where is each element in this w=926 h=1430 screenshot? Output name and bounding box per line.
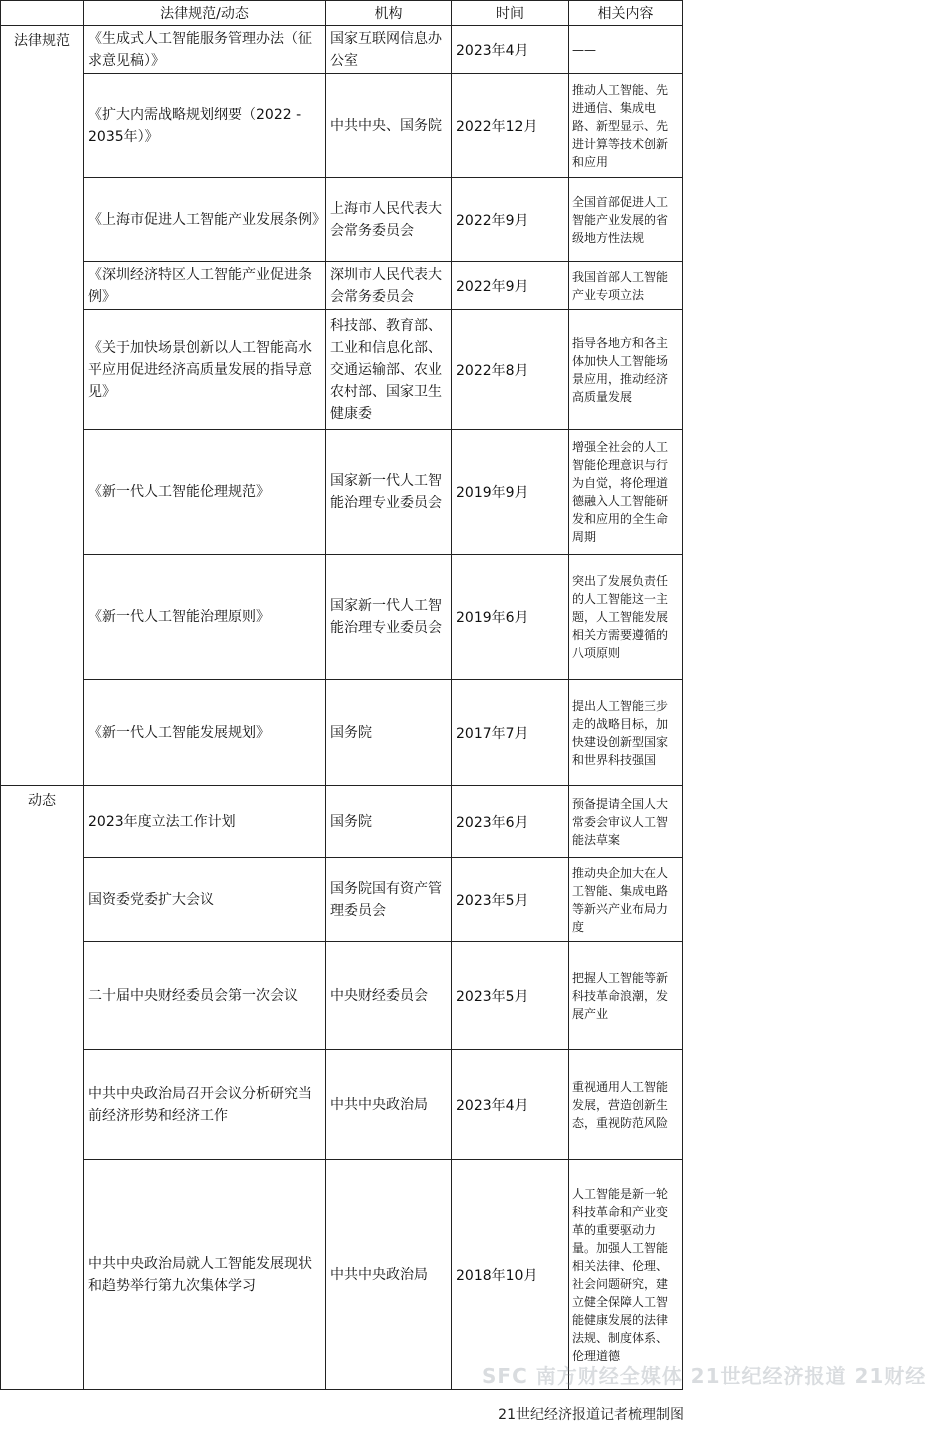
law-cell: 中共中央政治局就人工智能发展现状和趋势举行第九次集体学习 — [84, 1160, 326, 1390]
law-cell: 《新一代人工智能伦理规范》 — [84, 430, 326, 555]
law-cell: 《新一代人工智能治理原则》 — [84, 555, 326, 680]
watermark-text: SFC 南方财经全媒体 21世纪经济报道 21财经 — [482, 1364, 926, 1388]
org-cell: 国家互联网信息办公室 — [326, 26, 452, 74]
category-laws: 法律规范 — [1, 26, 84, 786]
time-cell: 2022年12月 — [452, 74, 569, 178]
law-cell: 《上海市促进人工智能产业发展条例》 — [84, 178, 326, 262]
law-cell: 《生成式人工智能服务管理办法（征求意见稿）》 — [84, 26, 326, 74]
time-cell: 2023年5月 — [452, 858, 569, 942]
table-row — [1, 680, 683, 786]
header-org: 机构 — [326, 1, 452, 26]
time-cell: 2018年10月 — [452, 1160, 569, 1390]
table-row — [1, 262, 683, 310]
org-cell: 国务院国有资产管理委员会 — [326, 858, 452, 942]
org-cell: 中共中央政治局 — [326, 1050, 452, 1160]
org-cell: 中央财经委员会 — [326, 942, 452, 1050]
org-cell: 国务院 — [326, 786, 452, 858]
content-cell: 把握人工智能等新科技革命浪潮，发展产业 — [569, 942, 683, 1050]
table-row — [1, 26, 683, 74]
content-cell: 提出人工智能三步走的战略目标，加快建设创新型国家和世界科技强国 — [569, 680, 683, 786]
image-credit: 21世纪经济报道记者梳理制图 — [498, 1407, 684, 1423]
law-cell: 2023年度立法工作计划 — [84, 786, 326, 858]
table-row — [1, 858, 683, 942]
table-row — [1, 942, 683, 1050]
time-cell: 2017年7月 — [452, 680, 569, 786]
watermark-logo — [482, 1360, 926, 1389]
table-row — [1, 178, 683, 262]
content-cell: —— — [569, 26, 683, 74]
org-cell: 国家新一代人工智能治理专业委员会 — [326, 430, 452, 555]
law-cell: 《关于加快场景创新以人工智能高水平应用促进经济高质量发展的指导意见》 — [84, 310, 326, 430]
category-dynamics: 动态 — [1, 786, 84, 1390]
time-cell: 2023年4月 — [452, 26, 569, 74]
time-cell: 2022年9月 — [452, 178, 569, 262]
content-cell: 增强全社会的人工智能伦理意识与行为自觉，将伦理道德融入人工智能研发和应用的全生命周期 — [569, 430, 683, 555]
content-cell: 推动人工智能、先进通信、集成电路、新型显示、先进计算等技术创新和应用 — [569, 74, 683, 178]
law-cell: 中共中央政治局召开会议分析研究当前经济形势和经济工作 — [84, 1050, 326, 1160]
table-row — [1, 555, 683, 680]
org-cell: 国家新一代人工智能治理专业委员会 — [326, 555, 452, 680]
time-cell: 2022年9月 — [452, 262, 569, 310]
law-cell: 《新一代人工智能发展规划》 — [84, 680, 326, 786]
time-cell: 2019年9月 — [452, 430, 569, 555]
content-cell: 我国首部人工智能产业专项立法 — [569, 262, 683, 310]
law-cell: 《深圳经济特区人工智能产业促进条例》 — [84, 262, 326, 310]
content-cell: 推动央企加大在人工智能、集成电路等新兴产业布局力度 — [569, 858, 683, 942]
content-cell: 全国首部促进人工智能产业发展的省级地方性法规 — [569, 178, 683, 262]
law-cell: 二十届中央财经委员会第一次会议 — [84, 942, 326, 1050]
header-category — [1, 1, 84, 26]
content-cell: 人工智能是新一轮科技革命和产业变革的重要驱动力量。加强人工智能相关法律、伦理、社会问题研究，建立健全保障人工智能健康发展的法律法规、制度体系、伦理道德 — [569, 1160, 683, 1390]
org-cell: 科技部、教育部、工业和信息化部、交通运输部、农业农村部、国家卫生健康委 — [326, 310, 452, 430]
time-cell: 2019年6月 — [452, 555, 569, 680]
table-header-row — [1, 1, 683, 26]
org-cell: 上海市人民代表大会常务委员会 — [326, 178, 452, 262]
header-content: 相关内容 — [569, 1, 683, 26]
header-time: 时间 — [452, 1, 569, 26]
time-cell: 2023年5月 — [452, 942, 569, 1050]
content-cell: 预备提请全国人大常委会审议人工智能法草案 — [569, 786, 683, 858]
table-row — [1, 310, 683, 430]
table-row — [1, 786, 683, 858]
content-cell: 指导各地方和各主体加快人工智能场景应用，推动经济高质量发展 — [569, 310, 683, 430]
org-cell: 深圳市人民代表大会常务委员会 — [326, 262, 452, 310]
org-cell: 中共中央政治局 — [326, 1160, 452, 1390]
table-row — [1, 74, 683, 178]
time-cell: 2023年4月 — [452, 1050, 569, 1160]
content-cell: 重视通用人工智能发展，营造创新生态，重视防范风险 — [569, 1050, 683, 1160]
law-cell: 国资委党委扩大会议 — [84, 858, 326, 942]
org-cell: 国务院 — [326, 680, 452, 786]
content-cell: 突出了发展负责任的人工智能这一主题，人工智能发展相关方需要遵循的八项原则 — [569, 555, 683, 680]
law-cell: 《扩大内需战略规划纲要（2022 - 2035年）》 — [84, 74, 326, 178]
time-cell: 2023年6月 — [452, 786, 569, 858]
table-row — [1, 430, 683, 555]
table-row — [1, 1050, 683, 1160]
header-law: 法律规范/动态 — [84, 1, 326, 26]
time-cell: 2022年8月 — [452, 310, 569, 430]
org-cell: 中共中央、国务院 — [326, 74, 452, 178]
table-row — [1, 1160, 683, 1390]
